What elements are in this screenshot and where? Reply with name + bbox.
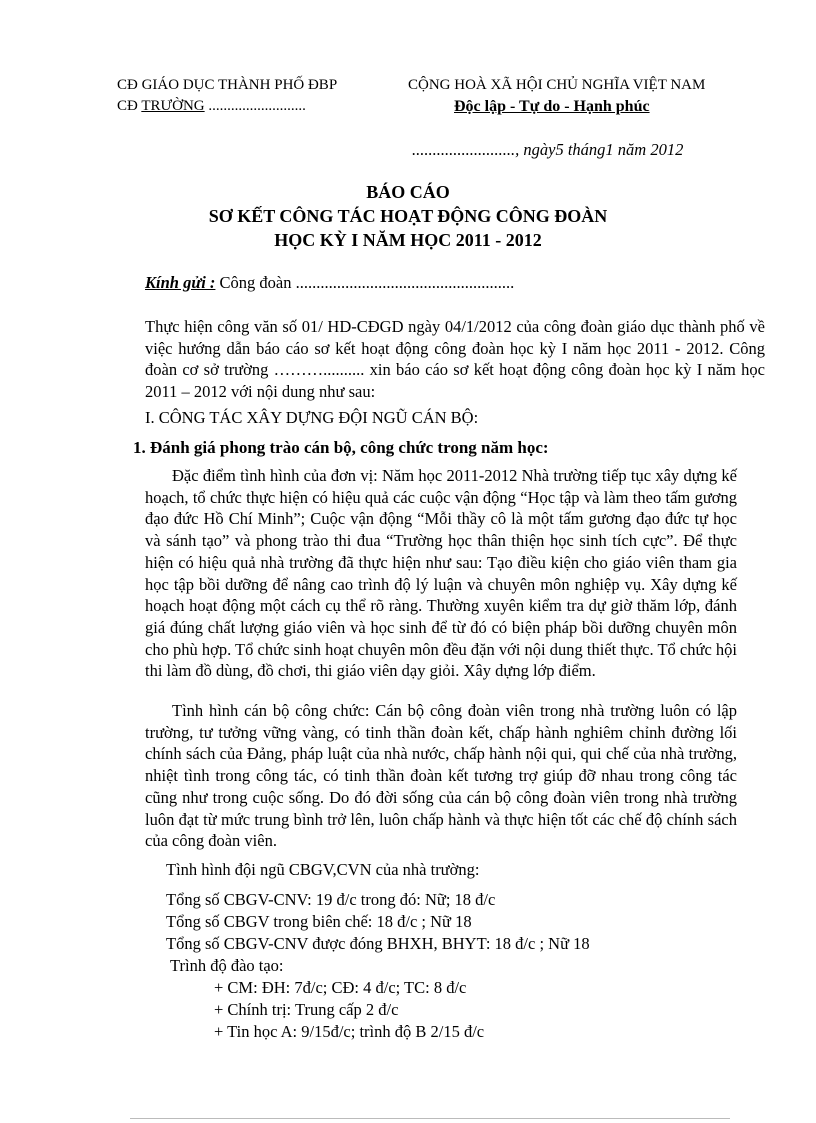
- section-1-heading: I. CÔNG TÁC XÂY DỰNG ĐỘI NGŨ CÁN BỘ:: [145, 408, 479, 427]
- report-period: HỌC KỲ I NĂM HỌC 2011 - 2012: [274, 230, 542, 250]
- report-title: BÁO CÁO: [366, 182, 450, 202]
- subsection-1-heading: 1. Đánh giá phong trào cán bộ, công chức trong năm học:: [133, 438, 549, 457]
- training-item-political: + Chính trị: Trung cấp 2 đ/c: [214, 1000, 399, 1019]
- national-title: CỘNG HOÀ XÃ HỘI CHỦ NGHĨA VIỆT NAM: [408, 77, 706, 93]
- training-item-professional: + CM: ĐH: 7đ/c; CĐ: 4 đ/c; TC: 8 đ/c: [214, 978, 467, 997]
- issuer-prefix: CĐ: [117, 98, 142, 114]
- training-item-it: + Tin học A: 9/15đ/c; trình độ B 2/15 đ/c: [214, 1022, 485, 1041]
- stat-permanent-staff: Tổng số CBGV trong biên chế: 18 đ/c ; Nữ 18: [166, 912, 472, 931]
- paragraph-tinh-hinh: Tình hình cán bộ công chức: Cán bộ công đoàn viên trong nhà trường luôn có lập trường, tư tưởng vững vàng, có tinh thần đoàn kết, chấp hành nghiêm chỉnh đường lối chính sách của Đảng, pháp luật của nhà nước, chấp hành nội qui, qui chế của nhà trường, nhiệt tình trong công tác, có tinh thần đoàn kết tương trợ giúp đỡ nhau trong công tác cũng như trong cuộc sống. Do đó đời sống của cán bộ công đoàn viên trong nhà trường luôn đạt từ mức trung bình trở lên, luôn chấp hành và thực hiện tốt các chế độ chính sách của công đoàn viên.: [145, 701, 737, 851]
- report-subtitle: SƠ KẾT CÔNG TÁC HOẠT ĐỘNG CÔNG ĐOÀN: [208, 206, 608, 226]
- recipient-line: [145, 273, 514, 293]
- stats-heading: Tình hình đội ngũ CBGV,CVN của nhà trường:: [166, 860, 480, 879]
- recipient-text: Công đoàn .....................................................: [215, 273, 515, 292]
- date-line: ........................., ngày5 tháng1 năm 2012: [412, 140, 684, 159]
- issuer-school-dots: ..........................: [204, 98, 306, 114]
- issuer-line-1: CĐ GIÁO DỤC THÀNH PHỐ ĐBP: [117, 77, 338, 93]
- recipient-label: Kính gửi :: [145, 273, 216, 292]
- issuer-line-2: [117, 98, 306, 115]
- training-heading: Trình độ đào tạo:: [170, 956, 284, 975]
- national-motto: Độc lập - Tự do - Hạnh phúc: [454, 98, 650, 115]
- issuer-school-label: TRƯỜNG: [141, 98, 205, 114]
- page-bottom-rule: [130, 1118, 730, 1119]
- intro-paragraph: Thực hiện công văn số 01/ HD-CĐGD ngày 04/1/2012 của công đoàn giáo dục thành phố về việc hướng dẫn báo cáo sơ kết hoạt động công đoàn học kỳ I năm học 2011 - 2012. Công đoàn cơ sở trường ……….......... xin báo cáo sơ kết hoạt động công đoàn học kỳ I năm học 2011 – 2012 với nội dung như sau:: [145, 317, 765, 402]
- paragraph-dac-diem: Đặc điểm tình hình của đơn vị: Năm học 2011-2012 Nhà trường tiếp tục xây dựng kế hoạch, tổ chức thực hiện có hiệu quả các cuộc vận động “Học tập và làm theo tấm gương đạo đức Hồ Chí Minh”; Cuộc vận động “Mỗi thầy cô là một tấm gương đạo đức tự học và sánh tạo” và phong trào thi đua “Trường học thân thiện học sinh tích cực”. Để thực hiện có hiệu quả nhà trường đã thực hiện như sau: Tạo điều kiện cho giáo viên tham gia học tập bồi dưỡng để nâng cao trình độ lý luận và chuyên môn nghiệp vụ. Xây dựng kế hoạch hoạt động một cách cụ thể rõ ràng. Thường xuyên kiểm tra dự giờ thăm lớp, đánh giá đúng chất lượng giáo viên và học sinh để từ đó có biện pháp bồi dưỡng chuyên môn cho phù hợp. Tổ chức sinh hoạt chuyên môn đều đặn với nội dung thiết thực. Tổ chức hội thi làm đồ dùng, đồ chơi, thi giáo viên dạy giỏi. Xây dựng lớp điểm.: [145, 466, 737, 681]
- stat-total-staff: Tổng số CBGV-CNV: 19 đ/c trong đó: Nữ; 18 đ/c: [166, 890, 496, 909]
- stat-insured-staff: Tổng số CBGV-CNV được đóng BHXH, BHYT: 18 đ/c ; Nữ 18: [166, 934, 590, 953]
